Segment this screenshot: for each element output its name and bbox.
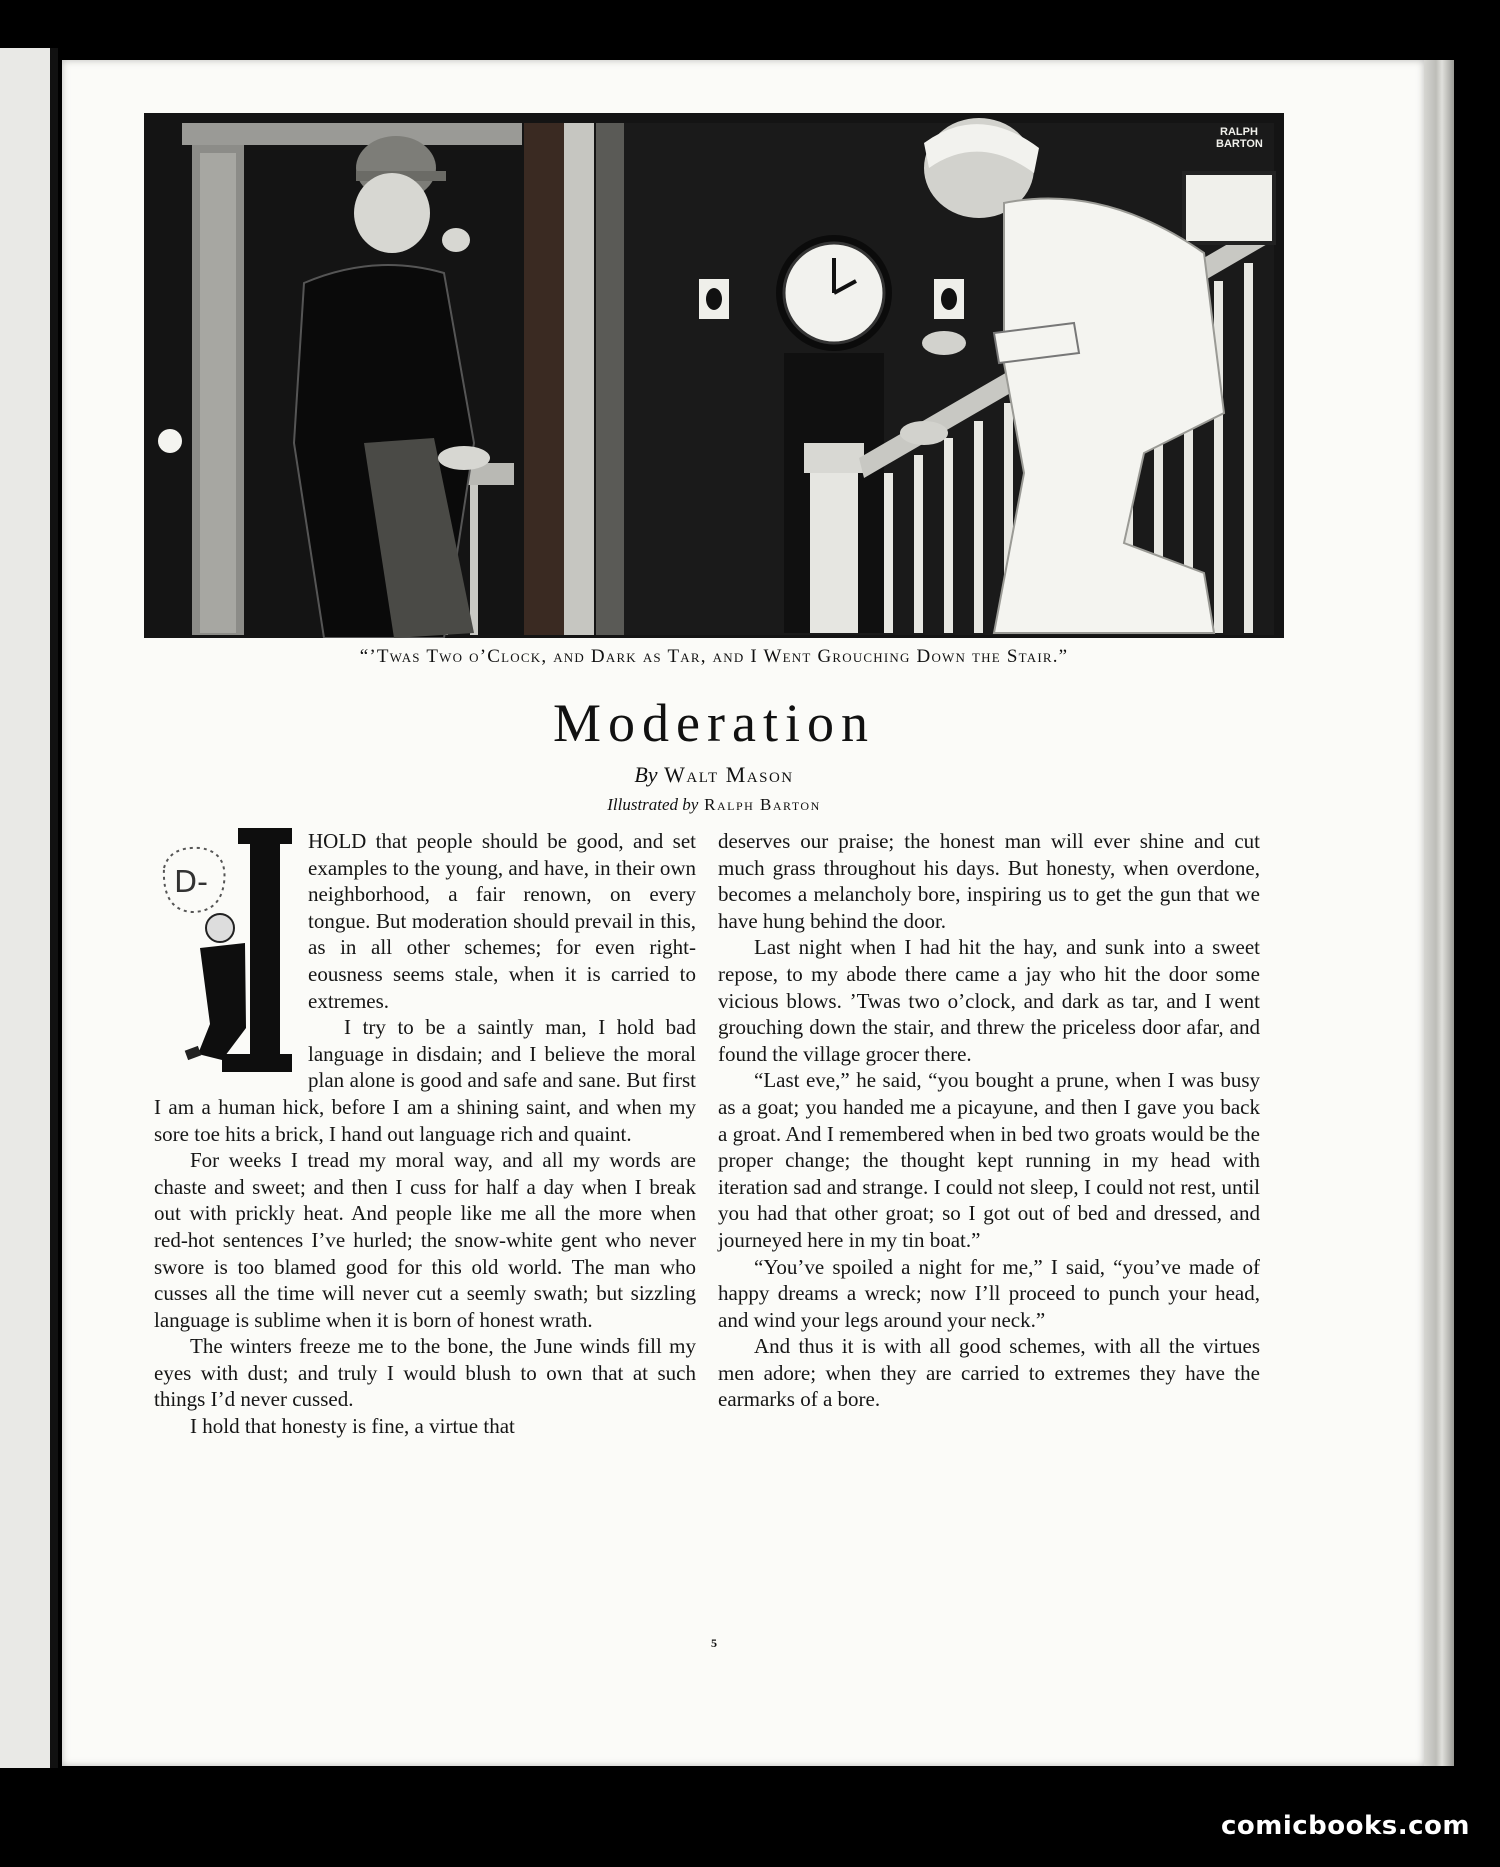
site-watermark: comicbooks.com	[1220, 1811, 1470, 1841]
page-edges-right	[1424, 60, 1454, 1766]
dropcap-illustration	[150, 828, 302, 1074]
illustration	[144, 113, 1284, 638]
author-name: Walt Mason	[664, 762, 794, 787]
paragraph: deserves our praise; the honest man will ever shine and cut much grass throughout his days. But honesty, when overdone, becomes a melancholy bore, inspiring us to get the gun that we have hung behind the door.	[718, 829, 1260, 933]
illustrator-credit	[144, 795, 1284, 815]
page-binding-left	[0, 48, 56, 1768]
byline-prefix: By	[634, 762, 658, 787]
paragraph: The winters freeze me to the bone, the June winds fill my eyes with dust; and truly I would blush to own that at such things I’d never cussed.	[154, 1334, 696, 1412]
article-column-left	[154, 828, 696, 1440]
illustration-caption: “’Twas Two o’Clock, and Dark as Tar, and I Went Grouching Down the Stair.”	[359, 646, 1069, 667]
paragraph: For weeks I tread my moral way, and all my words are chaste and sweet; and then I cuss for half a day when I break out with prickly heat. And people like me all the more when red-hot sentences I’ve hurled; the snow-white gent who never swore is too blamed good for this old world. The man who cusses all the time will never cut a seemly swath; but sizzling language is sublime when it is born of honest wrath.	[154, 1148, 696, 1332]
paragraph: Last night when I had hit the hay, and sunk into a sweet repose, to my abode there came a jay who hit the door some vicious blows. ’Twas two o’clock, and dark as tar, and I went grouching down the stair, and threw the priceless door afar, and found the village grocer there.	[718, 935, 1260, 1066]
paragraph: I try to be a saintly man, I hold bad language in disdain; and I believe the moral plan alone is good and safe and sane. But first I am a human hick, before I am a shining saint, and when my sore toe hits a brick, I hand out language rich and quaint.	[154, 1015, 696, 1146]
paragraph: HOLD that people should be good, and set examples to the young, and have, in their own neighborhood, a fair renown, on every tongue. But moderation should prevail in this, as in all other schemes; for even right-eousness seems stale, when it is carried to extremes.	[308, 829, 696, 1013]
article-byline	[144, 762, 1284, 788]
illustrator-name: Ralph Barton	[704, 795, 821, 814]
illustrator-signature-line1: RALPH	[1220, 126, 1258, 138]
paragraph: “Last eve,” he said, “you bought a prune, when I was busy as a goat; you handed me a picayune, and then I gave you back a groat. And I remembered when in bed two groats would be the proper change; the thought kept running in my head with iteration sad and strange. I could not sleep, I could not rest, until you had that other groat; so I got out of bed and dressed, and journeyed here in my tin boat.”	[718, 1068, 1260, 1252]
night-stair-scene-illustration	[144, 113, 1284, 638]
paragraph: And thus it is with all good schemes, with all the virtues men adore; when they are carried to extremes they have the earmarks of a bore.	[718, 1334, 1260, 1412]
dropcap-letter	[150, 828, 151, 829]
paragraph: “You’ve spoiled a night for me,” I said, “you’ve made of happy dreams a wreck; now I’ll proceed to punch your head, and wind your legs around your neck.”	[718, 1254, 1260, 1332]
article-title: Moderation	[553, 693, 875, 753]
paragraph: I hold that honesty is fine, a virtue that	[190, 1414, 515, 1439]
article-column-right	[718, 828, 1260, 1413]
illustrated-prefix: Illustrated by	[607, 795, 699, 814]
svg-text:D-: D-	[174, 865, 208, 900]
illustrator-signature-line2: BARTON	[1216, 138, 1263, 150]
page-number: 5	[711, 1636, 717, 1650]
